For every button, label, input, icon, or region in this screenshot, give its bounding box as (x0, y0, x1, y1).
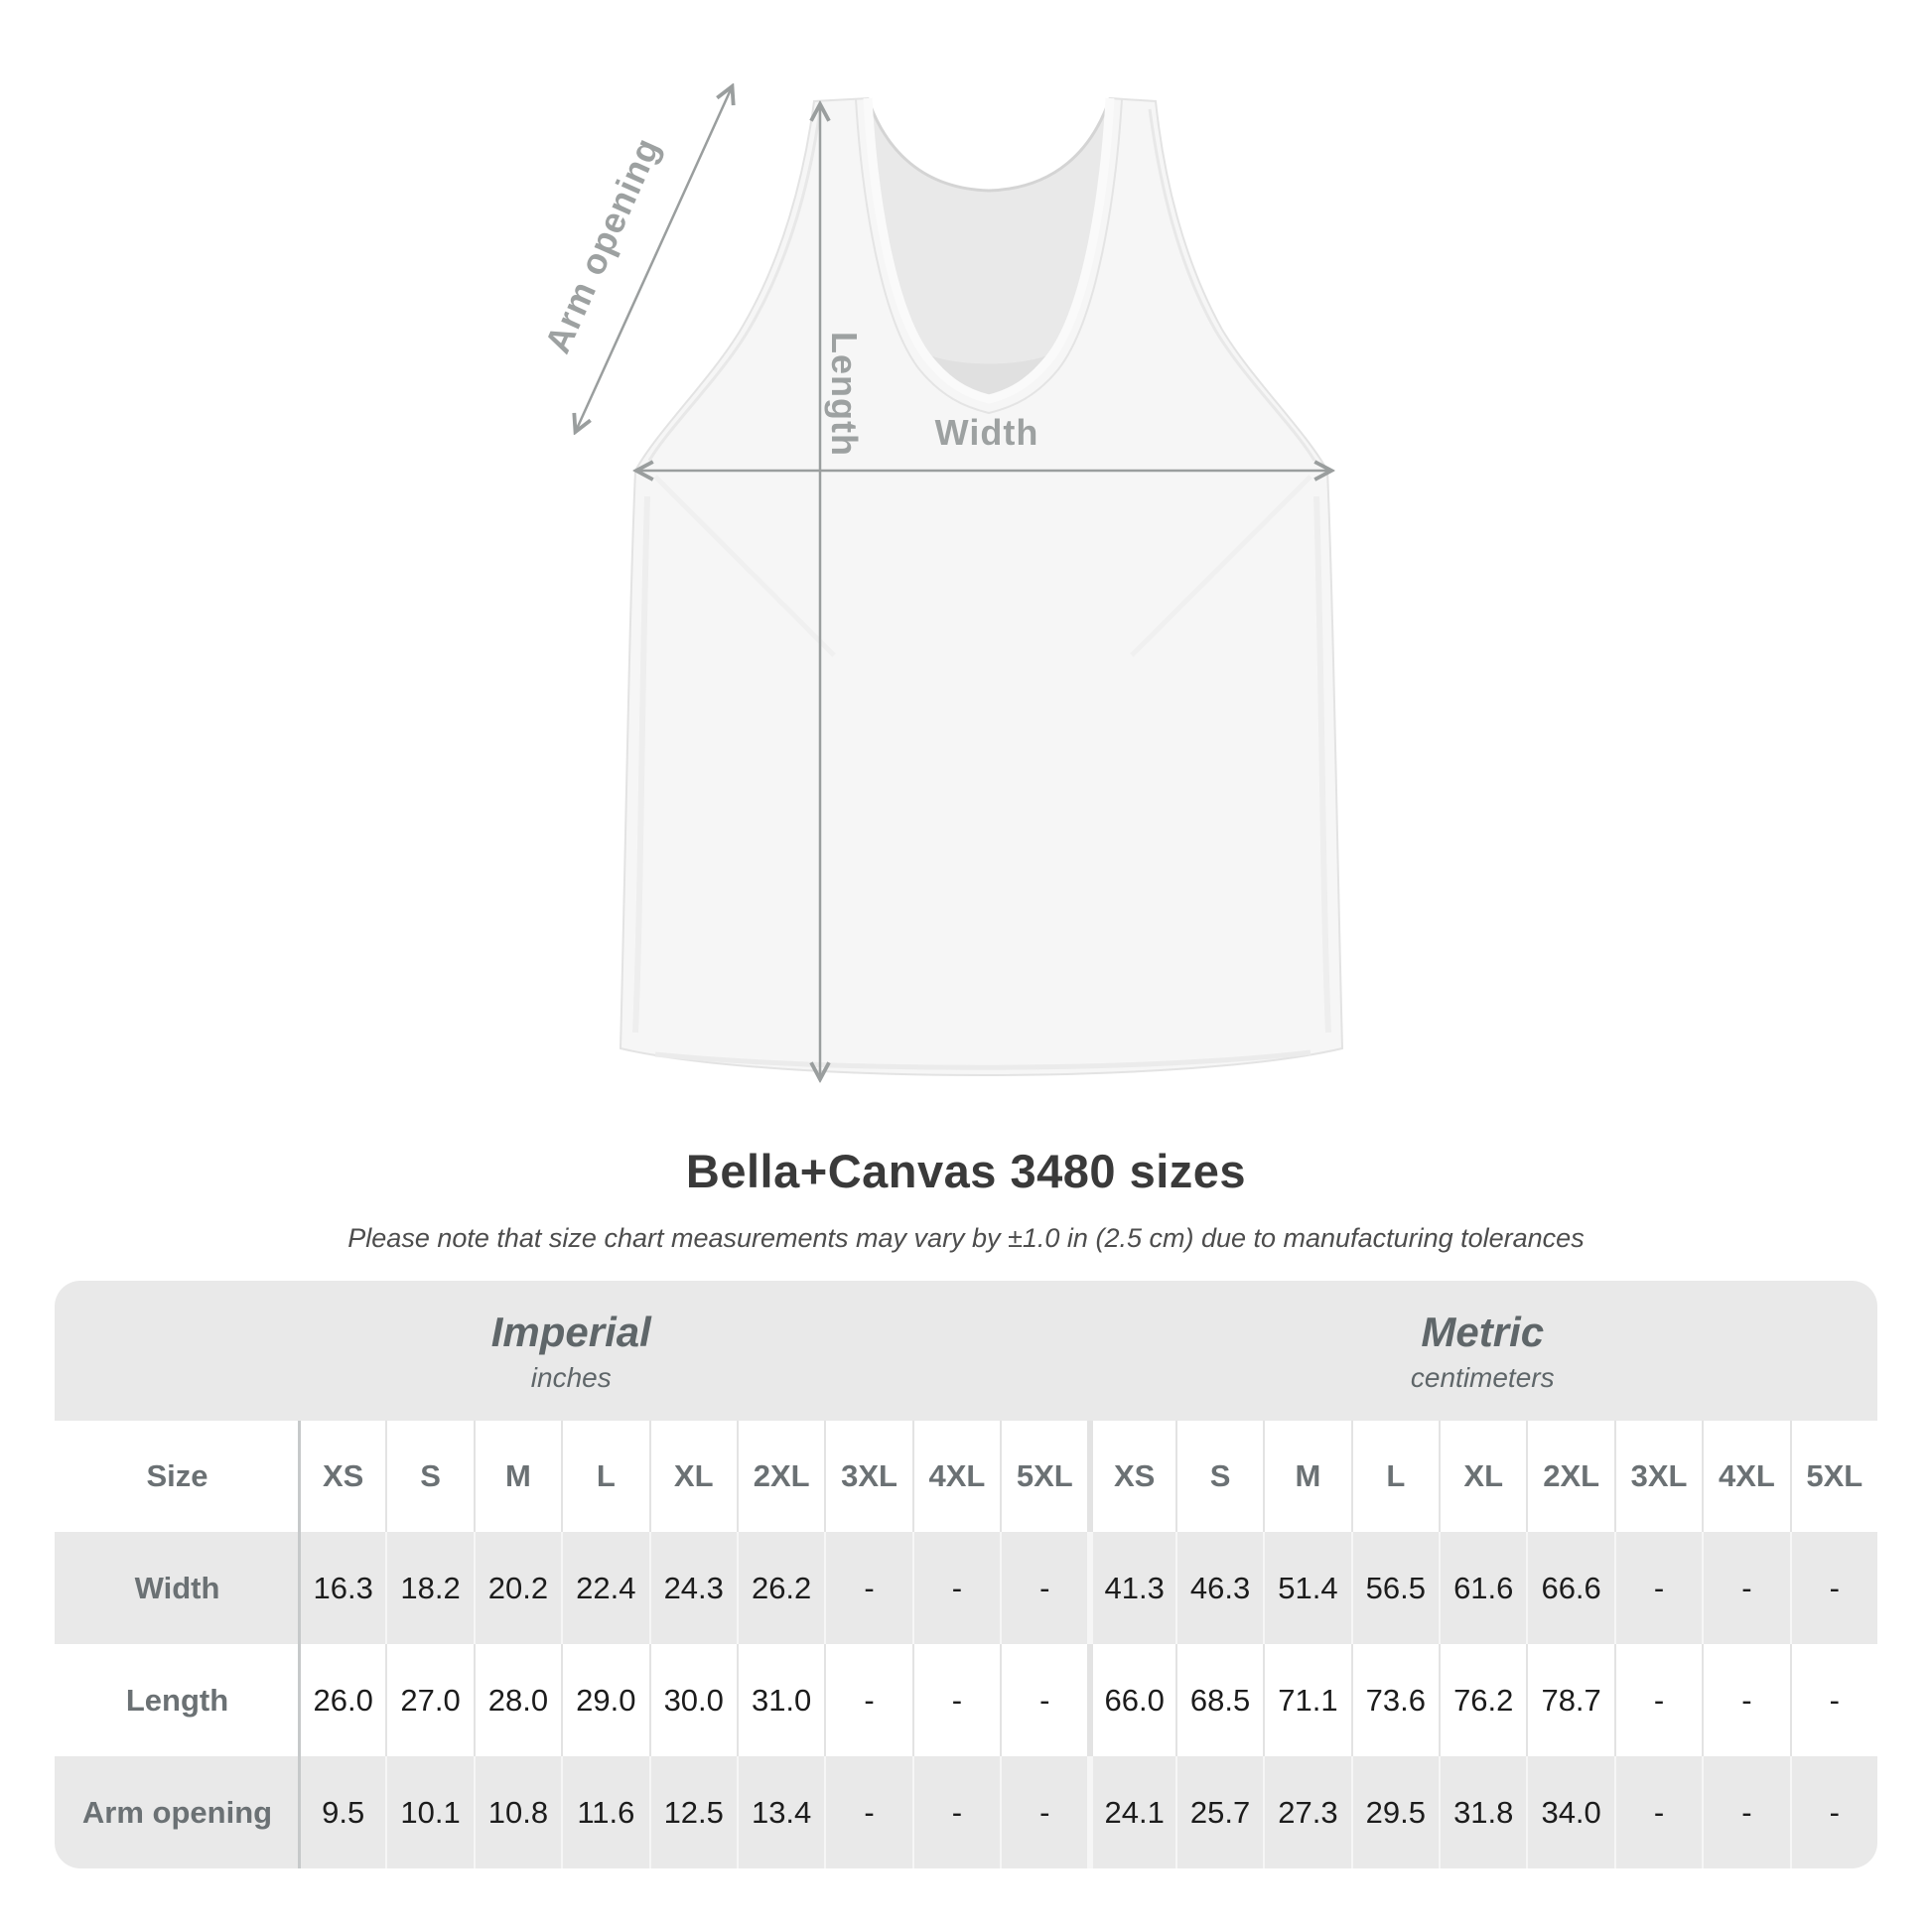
size-name-header: 2XL (737, 1421, 824, 1532)
tolerance-note: Please note that size chart measurements may vary by ±1.0 in (2.5 cm) due to manufacturing tolerances (347, 1223, 1585, 1253)
size-value: 68.5 (1175, 1644, 1263, 1756)
table-row (55, 1532, 1877, 1644)
size-value: 26.2 (737, 1532, 824, 1644)
size-name-header: M (1263, 1421, 1350, 1532)
length-label: Length (824, 332, 865, 457)
size-value: 13.4 (737, 1756, 824, 1868)
size-value: 10.8 (474, 1756, 561, 1868)
size-value: 20.2 (474, 1532, 561, 1644)
arm-opening-label: Arm opening (536, 131, 668, 359)
size-value: - (824, 1644, 911, 1756)
size-value: 71.1 (1263, 1644, 1350, 1756)
size-value: 56.5 (1351, 1532, 1439, 1644)
size-value: 30.0 (649, 1644, 737, 1756)
size-name-header: 4XL (912, 1421, 1000, 1532)
page-title: Bella+Canvas 3480 sizes (685, 1145, 1247, 1197)
size-value: 24.1 (1087, 1756, 1174, 1868)
size-value: 16.3 (298, 1532, 385, 1644)
size-value: - (1000, 1644, 1087, 1756)
unit-header-row (55, 1281, 1877, 1421)
size-value: - (912, 1532, 1000, 1644)
table-row (55, 1756, 1877, 1868)
size-value: 66.0 (1087, 1644, 1174, 1756)
size-name-header: L (561, 1421, 648, 1532)
size-name-header: 3XL (824, 1421, 911, 1532)
size-value: - (912, 1644, 1000, 1756)
size-value: 41.3 (1087, 1532, 1174, 1644)
size-value: 61.6 (1439, 1532, 1526, 1644)
size-table-grid (55, 1421, 1877, 1868)
size-name-header: XL (649, 1421, 737, 1532)
size-value: 46.3 (1175, 1532, 1263, 1644)
size-value: 26.0 (298, 1644, 385, 1756)
size-value: - (1790, 1532, 1877, 1644)
size-value: 24.3 (649, 1532, 737, 1644)
size-value: 31.8 (1439, 1756, 1526, 1868)
size-name-header: 3XL (1614, 1421, 1702, 1532)
table-row (55, 1644, 1877, 1756)
size-value: 29.0 (561, 1644, 648, 1756)
size-value: 22.4 (561, 1532, 648, 1644)
size-value: - (1702, 1532, 1789, 1644)
size-value: 73.6 (1351, 1644, 1439, 1756)
size-value: - (1702, 1756, 1789, 1868)
size-value: 9.5 (298, 1756, 385, 1868)
size-value: 78.7 (1526, 1644, 1613, 1756)
size-name-header: L (1351, 1421, 1439, 1532)
imperial-label: Imperial (490, 1308, 651, 1355)
size-value: - (1702, 1644, 1789, 1756)
size-value: - (824, 1532, 911, 1644)
size-value: - (1614, 1644, 1702, 1756)
size-value: - (824, 1756, 911, 1868)
size-value: 34.0 (1526, 1756, 1613, 1868)
size-value: 31.0 (737, 1644, 824, 1756)
size-value: 12.5 (649, 1756, 737, 1868)
size-name-header: XS (298, 1421, 385, 1532)
size-value: 18.2 (385, 1532, 473, 1644)
size-chart-table (55, 1281, 1877, 1868)
metric-sublabel: centimeters (1410, 1361, 1555, 1393)
size-value: 27.0 (385, 1644, 473, 1756)
size-value: 25.7 (1175, 1756, 1263, 1868)
size-value: 11.6 (561, 1756, 648, 1868)
imperial-sublabel: inches (530, 1361, 612, 1393)
size-value: 66.6 (1526, 1532, 1613, 1644)
size-name-header: S (385, 1421, 473, 1532)
size-value: - (1790, 1644, 1877, 1756)
size-value: 51.4 (1263, 1532, 1350, 1644)
size-value: - (1000, 1756, 1087, 1868)
size-name-header: XS (1087, 1421, 1174, 1532)
size-name-header: 5XL (1000, 1421, 1087, 1532)
row-label: Width (134, 1570, 220, 1605)
size-value: 29.5 (1351, 1756, 1439, 1868)
size-name-header: XL (1439, 1421, 1526, 1532)
size-value: 27.3 (1263, 1756, 1350, 1868)
metric-unit-header (1088, 1281, 1878, 1421)
width-label: Width (934, 412, 1039, 453)
size-value: - (912, 1756, 1000, 1868)
size-name-header: 4XL (1702, 1421, 1789, 1532)
size-column-header: Size (146, 1458, 208, 1493)
metric-label: Metric (1421, 1308, 1545, 1355)
size-name-header: 5XL (1790, 1421, 1877, 1532)
size-value: 28.0 (474, 1644, 561, 1756)
size-value: - (1614, 1532, 1702, 1644)
size-value: - (1790, 1756, 1877, 1868)
size-value: - (1614, 1756, 1702, 1868)
size-value: 76.2 (1439, 1644, 1526, 1756)
size-header-row (55, 1421, 1877, 1532)
row-label: Arm opening (81, 1794, 273, 1830)
row-label: Length (125, 1682, 229, 1718)
size-name-header: M (474, 1421, 561, 1532)
size-name-header: 2XL (1526, 1421, 1613, 1532)
size-value: - (1000, 1532, 1087, 1644)
size-name-header: S (1175, 1421, 1263, 1532)
size-value: 10.1 (385, 1756, 473, 1868)
imperial-unit-header (55, 1281, 1088, 1421)
